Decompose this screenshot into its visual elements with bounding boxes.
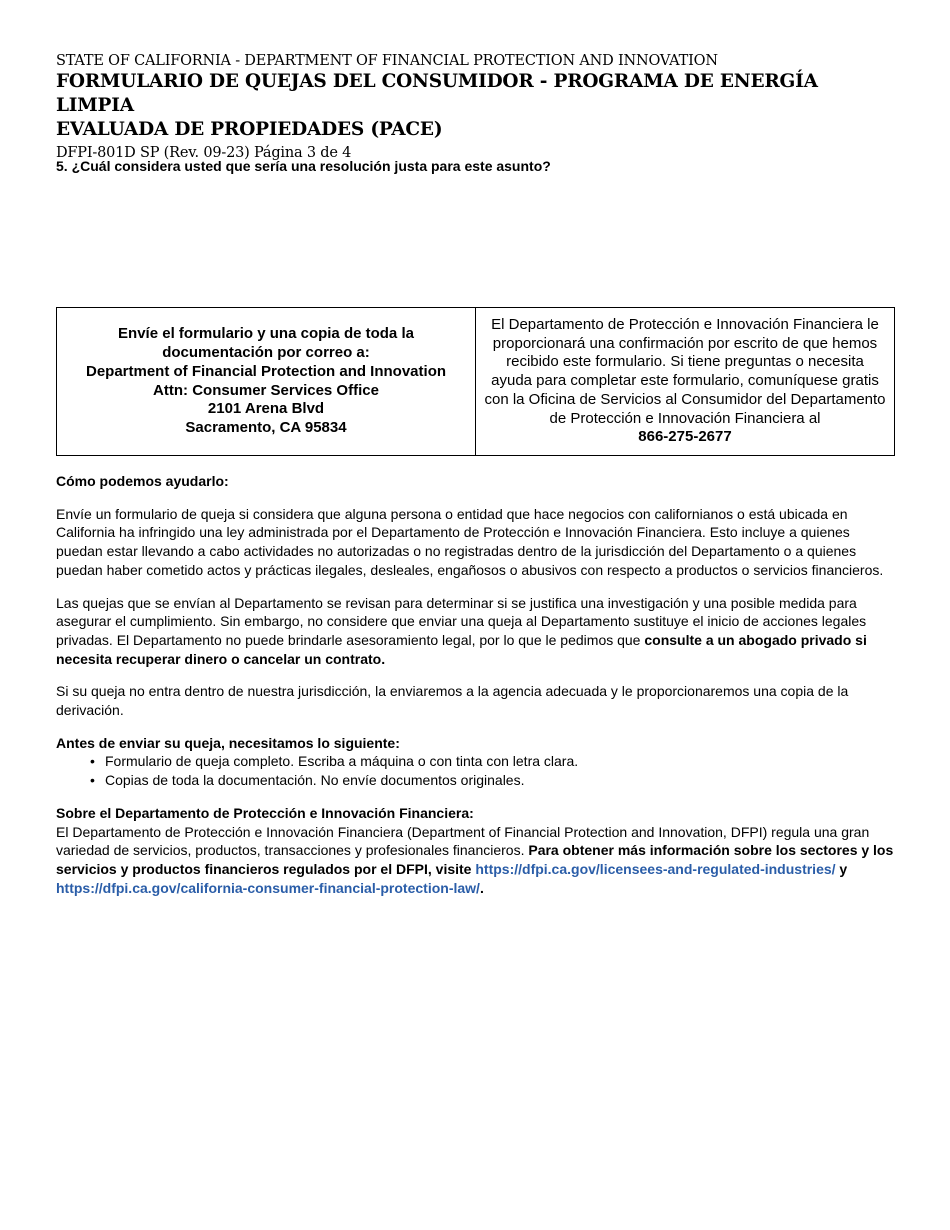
mailing-line: Attn: Consumer Services Office bbox=[153, 381, 379, 399]
form-number: DFPI-801D SP (Rev. 09-23) Página 3 de 4 bbox=[56, 145, 352, 161]
form-title-line1: FORMULARIO DE QUEJAS DEL CONSUMIDOR - PROGRAMA DE ENERGÍA LIMPIA bbox=[56, 71, 818, 116]
list-item: • Formulario de queja completo. Escriba a máquina o con tinta con letra clara. bbox=[105, 752, 896, 771]
help-paragraph-2-text: Las quejas que se envían al Departamento se revisan para determinar si se justifica una investigación y una posible medida para asegurar el cumplimiento. Sin embargo, no considere que enviar una queja al Departamento sustituye el inicio de acciones legales privadas. El Departamento no puede brindarle asesoramiento legal, por lo que le pedimos que bbox=[56, 594, 867, 648]
list-item: • Copias de toda la documentación. No envíe documentos originales. bbox=[105, 771, 896, 790]
help-heading: Cómo podemos ayudarlo: bbox=[56, 473, 229, 489]
help-paragraph-2 bbox=[56, 594, 896, 669]
mailing-line: Department of Financial Protection and Innovation bbox=[85, 362, 447, 380]
about-paragraph bbox=[56, 823, 896, 898]
about-more-info: Para obtener más información sobre los sectores y los servicios y productos financieros regulados por el DFPI, visite bbox=[56, 842, 894, 877]
mailing-line: Envíe el formulario y una copia de toda la bbox=[118, 325, 414, 343]
phone-number: 866-275-2677 bbox=[638, 428, 732, 446]
consumer-protection-law-link[interactable]: https://dfpi.ca.gov/california-consumer-financial-protection-law/ bbox=[56, 879, 480, 896]
agency-name: STATE OF CALIFORNIA - DEPARTMENT OF FINANCIAL PROTECTION AND INNOVATION bbox=[56, 53, 718, 69]
requirements-list bbox=[56, 752, 896, 789]
mailing-line: documentación por correo a: bbox=[162, 344, 370, 362]
requirements-heading: Antes de enviar su queja, necesitamos lo siguiente: bbox=[56, 734, 400, 751]
form-header bbox=[56, 52, 896, 162]
licensees-link[interactable]: https://dfpi.ca.gov/licensees-and-regulated-industries/ bbox=[475, 860, 836, 877]
help-section bbox=[56, 472, 896, 897]
help-paragraph-3: Si su queja no entra dentro de nuestra jurisdicción, la enviaremos a la agencia adecuada y le proporcionaremos una copia de la derivación. bbox=[56, 683, 849, 719]
mailing-line: Sacramento, CA 95834 bbox=[185, 418, 347, 436]
about-heading: Sobre el Departamento de Protección e Innovación Financiera: bbox=[56, 804, 474, 821]
mailing-address bbox=[57, 308, 476, 455]
about-text: El Departamento de Protección e Innovación Financiera (Department of Financial Protection and Innovation, DFPI) regula una gran variedad de servicios, productos, transacciones y profesionales financieros. bbox=[56, 823, 870, 859]
mailing-line: 2101 Arena Blvd bbox=[207, 400, 325, 418]
legal-advice-note: consulte a un abogado privado si necesita recuperar dinero o cancelar un contrato. bbox=[56, 631, 867, 667]
confirmation-text: El Departamento de Protección e Innovación Financiera le proporcionará una confirmación por escrito de que hemos recibido este formulario. Si tiene preguntas o necesita ayuda para completar este formulario, comuníquese gratis con la Oficina de Servicios al Consumidor del Departamento de Protección e Innovación Financiera al bbox=[484, 316, 886, 427]
form-title-line2: EVALUADA DE PROPIEDADES (PACE) bbox=[56, 119, 443, 140]
question-5-label: 5. ¿Cuál considera usted que sería una resolución justa para este asunto? bbox=[56, 158, 551, 174]
end-period: . bbox=[479, 879, 484, 896]
help-paragraph-1: Envíe un formulario de queja si considera que alguna persona o entidad que hace negocios con californianos o está ubicada en California ha infringido una ley administrada por el Departamento de Protección e Innovación Financiera. Esto incluye a quienes puedan estar llevando a cabo actividades no autorizadas o no registradas dentro de la jurisdicción del Departamento o a quienes puedan haber cometido actos y prácticas ilegales, desleales, engañosos o abusivos con respecto a productos o servicios financieros. bbox=[56, 505, 884, 578]
mailing-info-box bbox=[56, 307, 895, 456]
confirmation-info bbox=[476, 308, 894, 455]
link-connector: y bbox=[839, 860, 848, 877]
